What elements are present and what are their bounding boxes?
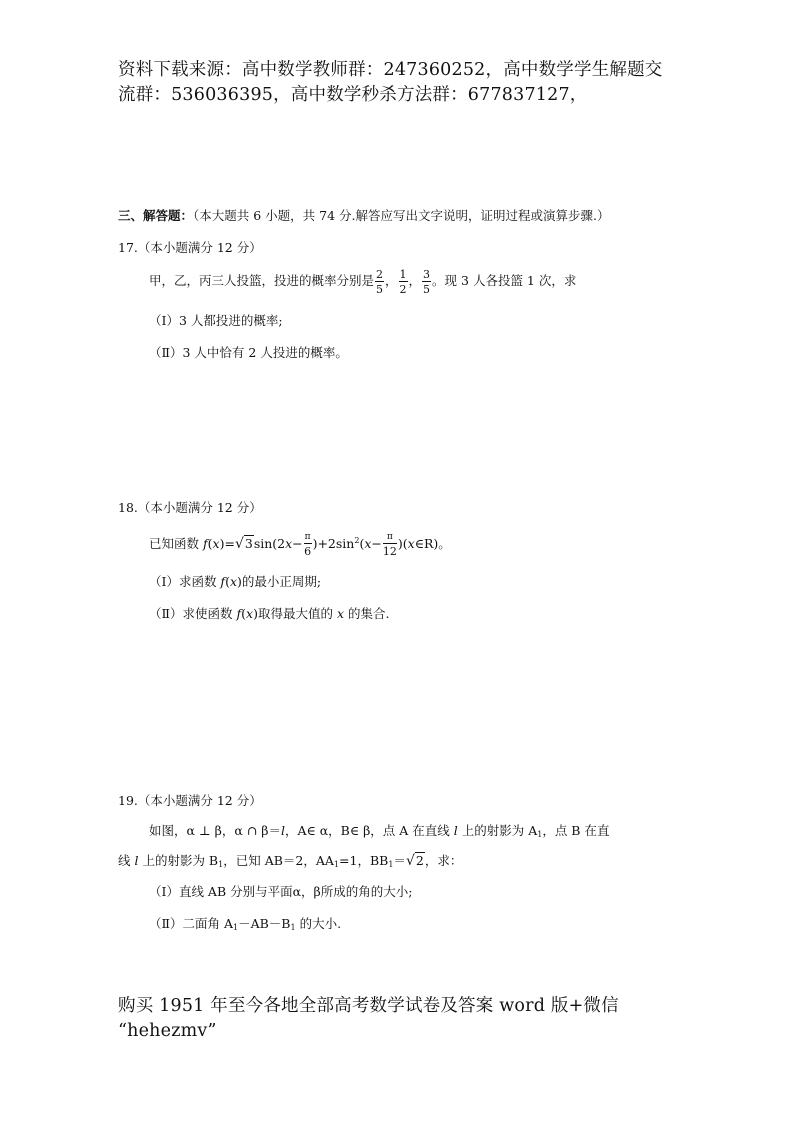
variable: x	[407, 536, 415, 551]
q17-stem-tail: 。现 3 人各投篮 1 次，求	[432, 273, 577, 288]
q17-stem	[149, 266, 576, 296]
q19-text: ，A∈ α，B∈ β，点 A 在直线	[284, 823, 454, 838]
variable: x	[336, 606, 344, 621]
denominator: 12	[382, 544, 397, 558]
separator: ，	[408, 273, 422, 288]
footer-line-2: “hehezmv”	[118, 1021, 217, 1041]
radical-sign-icon: √	[405, 853, 415, 869]
q19-heading: 19.（本小题满分 12 分）	[118, 793, 262, 808]
q19-part-1: （Ⅰ）直线 AB 分别与平面α，β所成的角的大小;	[149, 884, 413, 899]
q19-text: ，点 B 在直	[542, 823, 610, 838]
exponent: 2	[354, 536, 360, 545]
numerator: π	[304, 531, 311, 542]
sqrt-2	[406, 853, 425, 869]
section-heading	[118, 206, 609, 224]
q19-text: ＝	[393, 853, 406, 868]
numerator: 2	[376, 267, 384, 281]
header-line-1: 资料下载来源：高中数学教师群：247360252，高中数学学生解题交	[118, 60, 663, 80]
q19-text: 线	[118, 853, 135, 868]
variable: x	[212, 536, 220, 551]
q18-part-2-tail: 的集合.	[344, 606, 390, 621]
domain-text: ∈R)。	[414, 536, 451, 551]
paren: (	[241, 606, 247, 621]
q18-part-2	[149, 604, 389, 622]
footer-line-1: 购买 1951 年至今各地全部高考数学试卷及答案 word 版+微信	[118, 996, 619, 1016]
minus: −	[292, 536, 303, 551]
numerator: 1	[399, 267, 407, 281]
q19-text: 如图，α ⊥ β，α ∩ β＝	[149, 823, 281, 838]
radical-sign-icon: √	[234, 536, 244, 552]
header-line-2: 流群：536036395，高中数学秒杀方法群：677837127，	[118, 85, 588, 105]
denominator: 5	[423, 282, 431, 296]
numerator: 3	[423, 267, 431, 281]
paren: (	[359, 536, 365, 551]
equals: )=	[219, 536, 235, 551]
q19-text: ，求：	[424, 853, 463, 868]
q17-part-2: （Ⅱ）3 人中恰有 2 人投进的概率。	[149, 345, 348, 360]
subscript: 1	[537, 830, 543, 839]
numerator: π	[383, 533, 397, 544]
paren: (	[207, 536, 213, 551]
subscript: 1	[233, 923, 239, 932]
subscript: 1	[290, 923, 296, 932]
fraction-1-2	[399, 269, 408, 295]
subscript: 1	[218, 860, 224, 869]
q19-text: 上的射影为 B	[138, 853, 219, 868]
subscript: 1	[333, 860, 340, 869]
minus: −	[371, 536, 382, 551]
line-l: l	[134, 853, 139, 868]
q19-text: ，已知 AB＝2，AA	[223, 853, 334, 868]
denominator: 2	[399, 282, 407, 296]
denominator: 6	[304, 544, 312, 558]
q18-part-2-text: （Ⅱ）求使函数	[149, 606, 237, 621]
q18-stem	[149, 524, 451, 561]
sin-term: sin(2	[253, 536, 286, 551]
line-l: l	[280, 823, 285, 838]
variable: x	[229, 574, 238, 589]
subscript: 1	[388, 860, 394, 869]
q19-line-1	[149, 821, 609, 839]
fraction-2-5	[375, 269, 384, 295]
q17-stem-text: 甲，乙，丙三人投篮，投进的概率分别是	[149, 273, 375, 288]
q17-part-1: （Ⅰ）3 人都投进的概率;	[149, 313, 283, 328]
function-name: f	[220, 574, 226, 589]
radicand: 2	[415, 853, 424, 868]
function-name: f	[202, 536, 208, 551]
radicand: 3	[244, 536, 253, 551]
q18-heading: 18.（本小题满分 12 分）	[118, 500, 262, 515]
q19-text: =1，BB	[339, 853, 389, 868]
q17-heading: 17.（本小题满分 12 分）	[118, 240, 262, 255]
section-title: 三、解答题：	[118, 208, 194, 223]
variable: x	[285, 536, 293, 551]
sqrt-3	[235, 527, 254, 561]
paren: (	[225, 574, 230, 589]
paren: )(	[397, 536, 408, 551]
fraction-3-5	[422, 269, 431, 295]
q18-part-2-mid: )取得最大值的	[253, 606, 337, 621]
q19-part-2-tail: 的大小.	[295, 916, 342, 931]
q19-line-2	[118, 851, 462, 869]
fraction-pi-12	[383, 533, 397, 557]
section-note: （本大题共 6 小题，共 74 分.解答应写出文字说明，证明过程或演算步骤.）	[193, 208, 610, 223]
denominator: 5	[376, 282, 384, 296]
sin-squared-term: )+2sin	[312, 536, 355, 551]
q18-part-1-text: （Ⅰ）求函数	[149, 574, 221, 589]
fraction-pi-6	[304, 533, 312, 557]
line-l: l	[453, 823, 458, 838]
q19-part-2-text: －AB－B	[238, 916, 291, 931]
variable: x	[364, 536, 372, 551]
q19-text: 上的射影为 A	[457, 823, 538, 838]
q18-text: 已知函数	[149, 536, 203, 551]
q19-part-2-text: （Ⅱ）二面角 A	[149, 916, 233, 931]
separator: ，	[385, 273, 398, 288]
q18-part-1-tail: )的最小正周期;	[237, 574, 322, 589]
q18-part-1	[149, 572, 321, 590]
q19-part-2	[149, 914, 341, 932]
variable: x	[246, 606, 254, 621]
function-name: f	[236, 606, 242, 621]
